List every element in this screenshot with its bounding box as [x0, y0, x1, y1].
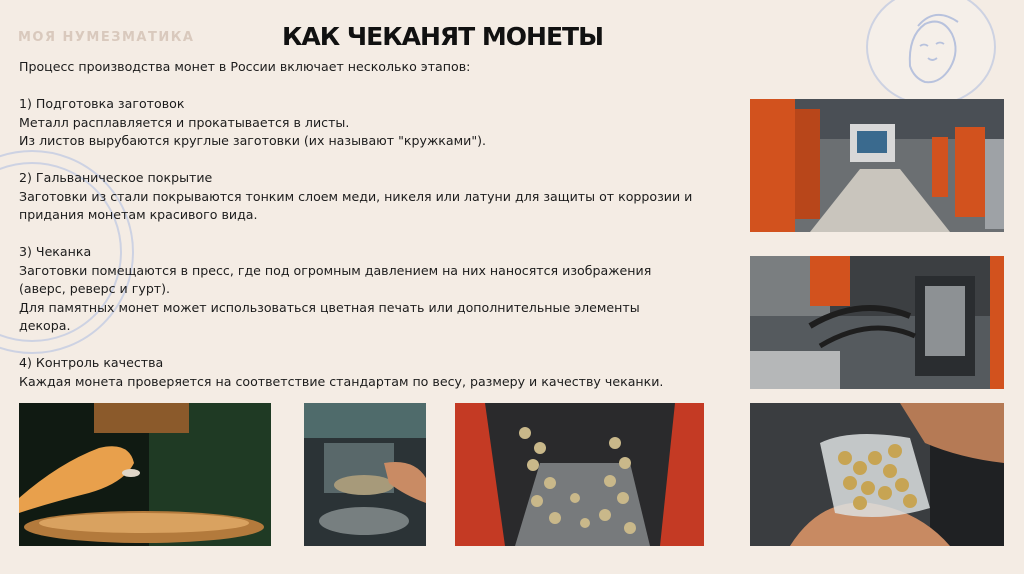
portrait-engraving-icon [880, 0, 980, 96]
step-4-line: Каждая монета проверяется на соответствие стандартам по весу, размеру и качеству чеканки. [19, 373, 664, 389]
step-1-line: Из листов вырубаются круглые заготовки (их называют "кружками"). [19, 133, 487, 148]
coin-press-machine-photo [750, 256, 1004, 389]
step-4-title: 4) Контроль качества [19, 355, 164, 370]
step-3-line: Для памятных монет может использоваться цветная печать или дополнительные элементы [19, 299, 640, 315]
step-3-line: (аверс, реверс и гурт). [19, 281, 171, 296]
page-title: КАК ЧЕКАНЯТ МОНЕТЫ [282, 22, 604, 51]
mint-factory-hall-photo [750, 99, 1004, 232]
step-2-line: придания монетам красивого вида. [19, 207, 258, 222]
bag-of-coins-photo [750, 403, 1004, 546]
coins-sorting-chute-photo [455, 403, 704, 546]
step-1-line: Металл расплавляется и прокатывается в листы. [19, 114, 350, 130]
step-3-line: декора. [19, 318, 71, 333]
step-2-title: 2) Гальваническое покрытие [19, 170, 213, 185]
intro-text: Процесс производства монет в России включает несколько этапов: [19, 59, 471, 74]
step-3-title: 3) Чеканка [19, 244, 92, 259]
brand-logo: МОЯ НУМЕЗМАТИКА [18, 30, 195, 45]
hand-holding-blank-photo [19, 403, 271, 546]
coin-press-closeup-photo [304, 403, 426, 546]
article-body [19, 58, 739, 391]
step-2-line: Заготовки из стали покрываются тонким слоем меди, никеля или латуни для защиты от коррозии и [19, 188, 693, 204]
step-1-title: 1) Подготовка заготовок [19, 96, 185, 111]
step-3-line: Заготовки помещаются в пресс, где под огромным давлением на них наносятся изображения [19, 262, 652, 278]
